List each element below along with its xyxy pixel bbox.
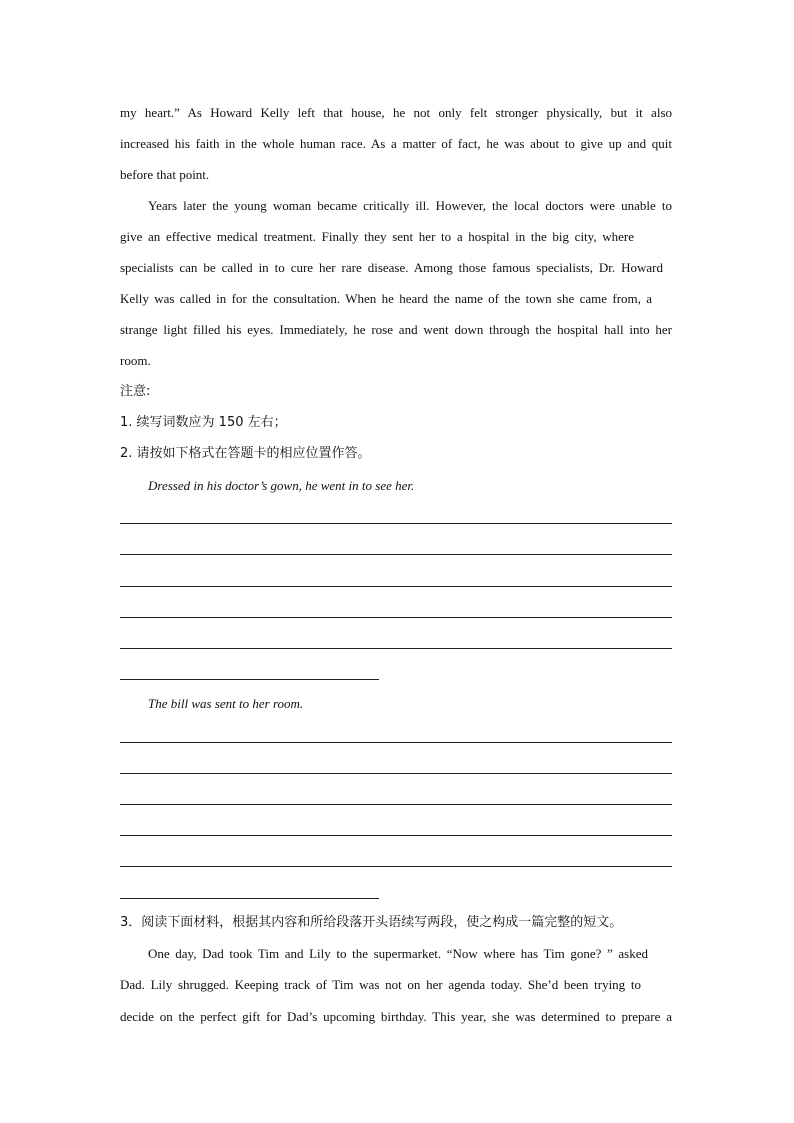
answer-line	[120, 523, 672, 524]
passage-line: increased his faith in the whole human race. As a matter of fact, he was about to give up and quit	[120, 136, 672, 151]
note-item: 1. 续写词数应为 150 左右；	[120, 415, 287, 430]
answer-line	[120, 742, 672, 743]
passage-line: Kelly was called in for the consultation. When he heard the name of the town she came from, a	[120, 291, 652, 306]
answer-line	[120, 835, 672, 836]
answer-line	[120, 898, 379, 899]
passage-line: my heart.” As Howard Kelly left that house, he not only felt stronger physically, but it also	[120, 105, 672, 120]
answer-line	[120, 617, 672, 618]
answer-line	[120, 648, 672, 649]
passage-line: One day, Dad took Tim and Lily to the supermarket. “Now where has Tim gone? ” asked	[148, 946, 648, 961]
passage-line: give an effective medical treatment. Finally they sent her to a hospital in the big city, where	[120, 229, 634, 244]
passage-line: decide on the perfect gift for Dad’s upcoming birthday. This year, she was determined to prepare a	[120, 1009, 672, 1024]
passage-line: room.	[120, 353, 151, 368]
passage-line: Dad. Lily shrugged. Keeping track of Tim was not on her agenda today. She’d been trying to	[120, 977, 641, 992]
answer-line	[120, 679, 379, 680]
passage-line: Years later the young woman became critically ill. However, the local doctors were unable to	[148, 198, 672, 213]
continuation-prompt: The bill was sent to her room.	[148, 696, 304, 711]
answer-line	[120, 804, 672, 805]
note-item: 2. 请按如下格式在答题卡的相应位置作答。	[120, 446, 371, 461]
continuation-prompt: Dressed in his doctor’s gown, he went in to see her.	[148, 478, 415, 493]
passage-line: strange light filled his eyes. Immediately, he rose and went down through the hospital hall into her	[120, 322, 672, 337]
passage-line: specialists can be called in to cure her rare disease. Among those famous specialists, Dr. Howard	[120, 260, 663, 275]
passage-line: before that point.	[120, 167, 210, 182]
answer-line	[120, 866, 672, 867]
answer-line	[120, 554, 672, 555]
notes-heading: 注意:	[120, 384, 151, 399]
answer-line	[120, 586, 672, 587]
question-3-heading: 3．阅读下面材料，根据其内容和所给段落开头语续写两段，使之构成一篇完整的短文。	[120, 915, 623, 930]
answer-line	[120, 773, 672, 774]
